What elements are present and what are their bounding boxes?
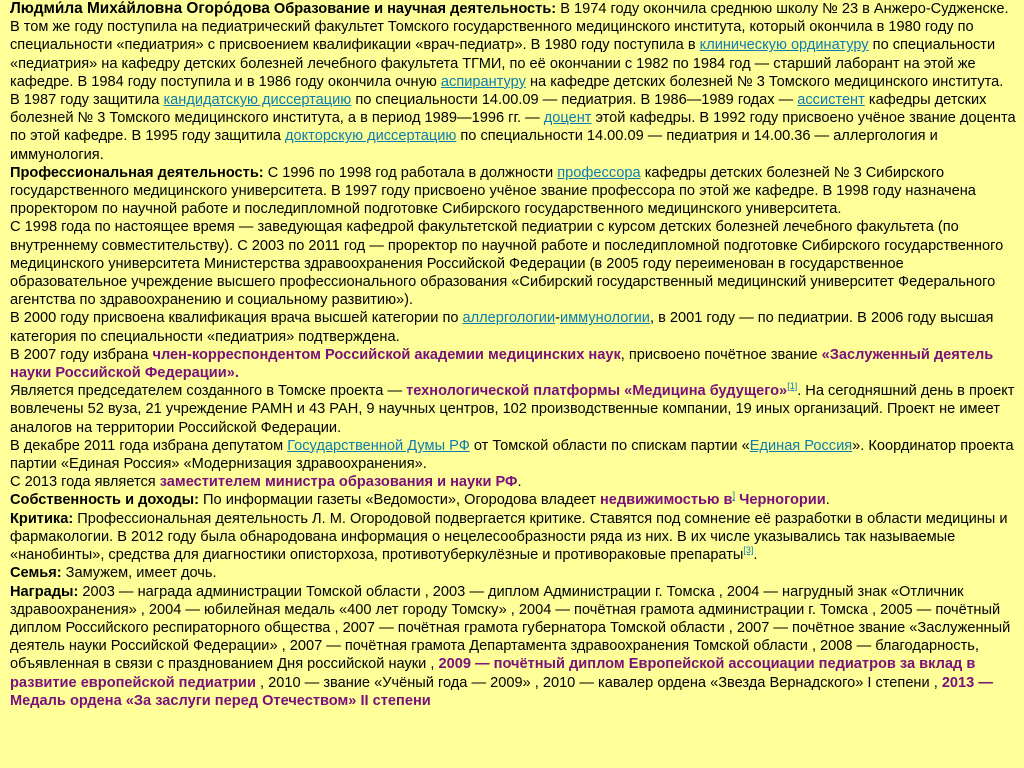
text: В 1974 году окончила среднюю школу № 23 в Анжеро-Судженске. В том же году поступила на педиатрический факультет Томского государственного медицинского института, который окончила в 1980 году по специальности «педиатрия» с присвоением квалификации «врач-педиатр». В 1980 году поступила в	[10, 1, 1009, 54]
text: , присвоено почётное звание	[620, 346, 822, 363]
text: по специальности 14.00.09 — педиатрия. В 1986—1989 годах —	[351, 92, 798, 109]
text: По информации газеты «Ведомости», Огородова владеет	[198, 492, 600, 509]
link-immunology[interactable]: иммунологии	[560, 310, 650, 327]
text: -	[555, 310, 560, 327]
highlight-tech-platform: технологической платформы «Медицина будущего»	[406, 383, 788, 400]
link-postgraduate[interactable]: аспирантуру	[440, 73, 526, 90]
paragraph-chair	[10, 382, 1016, 437]
link-docent[interactable]: доцент	[543, 110, 592, 127]
text: С 2013 года является	[10, 474, 160, 491]
text: , в 2001 году — по педиатрии. В 2006 году высшая категория по специальности «педиатрия» подтверждена.	[10, 310, 994, 345]
text: ». Координатор проекта партии «Единая Россия» «Модернизация здравоохранения».	[10, 437, 1014, 473]
link-professor[interactable]: профессора	[557, 164, 641, 181]
awards-heading: Награды:	[10, 583, 79, 600]
highlight-european-diploma: 2009 — почётный диплом Европейской ассоциации педиатров за вклад в развитие европейской педиатрии	[10, 656, 976, 691]
text: от Томской области по спискам партии «	[469, 437, 750, 454]
text: , 2010 — звание «Учёный года — 2009» , 2010 — кавалер ордена «Звезда Вернадского» I степени ,	[255, 674, 942, 691]
property-paragraph	[10, 491, 1016, 509]
text: В 2007 году избрана	[10, 346, 153, 363]
link-state-duma[interactable]: Государственной Думы РФ	[287, 437, 470, 454]
education-heading: Образование и научная деятельность:	[273, 1, 557, 17]
link-candidate-dissertation[interactable]: кандидатскую диссертацию	[163, 92, 352, 109]
highlight-order-medal: 2013 — Медаль ордена «За заслуги перед Отечеством» II степени	[10, 674, 993, 709]
paragraph-1998: С 1998 года по настоящее время — заведующая кафедрой факультетской педиатрии с курсом детских болезней лечебного факультета (по внутреннему совместительству). С 2003 по 2011 год — проректор по научной работе и последипломной подготовке Сибирского государственного медицинского университета Министерства здравоохранения Российской Федерации (в 2005 году переименован в государственное образовательное учреждение высшего профессионального образования «Сибирский государственный медицинский университет Федерального агентства по здравоохранению и социальному развитию»).	[10, 219, 1004, 309]
professional-paragraph	[10, 164, 1016, 219]
link-united-russia[interactable]: Единая Россия	[749, 437, 853, 454]
text: Замужем, имеет дочь.	[61, 565, 217, 582]
footnote-3	[743, 545, 753, 555]
highlight-montenegro: Черногории	[735, 492, 826, 509]
footnote-3-link[interactable]: [3]	[743, 545, 754, 556]
text: кафедры детских болезней № 3 Томского медицинского института, а в период 1989—1996 гг. —	[10, 92, 987, 127]
text: Профессиональная деятельность Л. М. Огородовой подвергается критике. Ставятся под сомнение её разработки в области медицины и фармакологии. В 2012 году была обнародована информация о нецелесообразности ряда из них. В их числе указывались так называемые «нанобинты», средства для диагностики описторхоза, противотуберкулёзные и противораковые препараты	[10, 510, 1008, 564]
footnote-1	[787, 381, 797, 391]
family-heading: Семья:	[10, 565, 62, 582]
text: В 2000 году присвоена квалификация врача высшей категории по	[10, 310, 463, 327]
link-clinical-residency[interactable]: клиническую ординатуру	[699, 37, 869, 54]
link-doctoral-dissertation[interactable]: докторскую диссертацию	[285, 128, 457, 145]
highlight-corresponding-member: член-корреспондентом Российской академии медицинских наук	[152, 346, 621, 363]
link-assistant[interactable]: ассистент	[797, 92, 865, 109]
text: кафедры детских болезней № 3 Сибирского государственного медицинского университета. В 1997 году присвоено учёное звание профессора по этой же кафедре. В 1998 году назначена проректором по научной работе и последипломной подготовке Сибирского государственного медицинского университета.	[10, 164, 976, 218]
text: . На сегодняшний день в проект вовлечены 52 вуза, 21 учреждение РАМН и 43 РАН, 9 научных центров, 102 производственные компании, 19 иных организаций. Проект не имеет аналогов на территории Российской Федерации.	[10, 383, 1015, 436]
link-allergology[interactable]: аллергологии	[462, 310, 556, 327]
text: по специальности «педиатрия» на кафедру детских болезней лечебного факультета ТГМИ, по её окончании с 1982 по 1984 год — старший лаборант на этой же кафедре. В 1984 году поступила и в 1986 году окончила очную	[10, 37, 996, 90]
education-paragraph	[10, 0, 1016, 164]
highlight-deputy-minister: заместителем министра образования и науки РФ	[159, 474, 518, 491]
text: .	[517, 474, 522, 491]
professional-heading: Профессиональная деятельность:	[10, 164, 264, 181]
paragraph-2011	[10, 437, 1016, 473]
paragraph-2013	[10, 473, 1016, 491]
text: Является председателем созданного в Томске проекта —	[10, 383, 407, 400]
criticism-heading: Критика:	[10, 510, 74, 527]
highlight-honored-scientist: «Заслуженный деятель науки Российской Федерации».	[10, 346, 994, 382]
text: по специальности 14.00.09 — педиатрия и 14.00.36 — аллергология и иммунология.	[10, 128, 938, 163]
text: С 1996 по 1998 год работала в должности	[263, 164, 558, 181]
text: этой кафедры. В 1992 году присвоено учёное звание доцента по этой кафедре. В 1995 году защитила	[10, 110, 1016, 145]
person-name: Людми́ла Миха́йловна Огоро́дова	[10, 0, 270, 17]
highlight-real-estate: недвижимостью в	[599, 492, 733, 509]
family-paragraph	[10, 564, 1016, 582]
text: 2003 — награда администрации Томской области , 2003 — диплом Администрации г. Томска , 2004 — нагрудный знак «Отличник здравоохранения» , 2004 — юбилейная медаль «400 лет городу Томску» , 2004 — почётная грамота администрации г. Томска , 2005 — почётный диплом Российского респираторного общества , 2007 — почётная грамота губернатора Томской области , 2007 — почётное звание «Заслуженный деятель науки Российской Федерации» , 2007 — почётная грамота Департамента здравоохранения Томской области , 2008 — благодарность, объявленная в связи с празднованием Дня российской науки ,	[10, 583, 1011, 673]
paragraph-2000	[10, 309, 1016, 345]
property-heading: Собственность и доходы:	[10, 492, 199, 509]
footnote-1-link[interactable]: [1]	[787, 381, 798, 392]
criticism-paragraph	[10, 510, 1016, 565]
awards-paragraph	[10, 583, 1016, 710]
footnote-2-link[interactable]: ]	[732, 490, 736, 501]
text: В декабре 2011 года избрана депутатом	[10, 437, 288, 454]
paragraph-2007	[10, 346, 1016, 382]
text: .	[753, 547, 758, 564]
text: на кафедре детских болезней № 3 Томского медицинского института. В 1987 году защитила	[10, 73, 1004, 109]
biography-document	[10, 0, 1016, 710]
text: .	[825, 492, 830, 509]
